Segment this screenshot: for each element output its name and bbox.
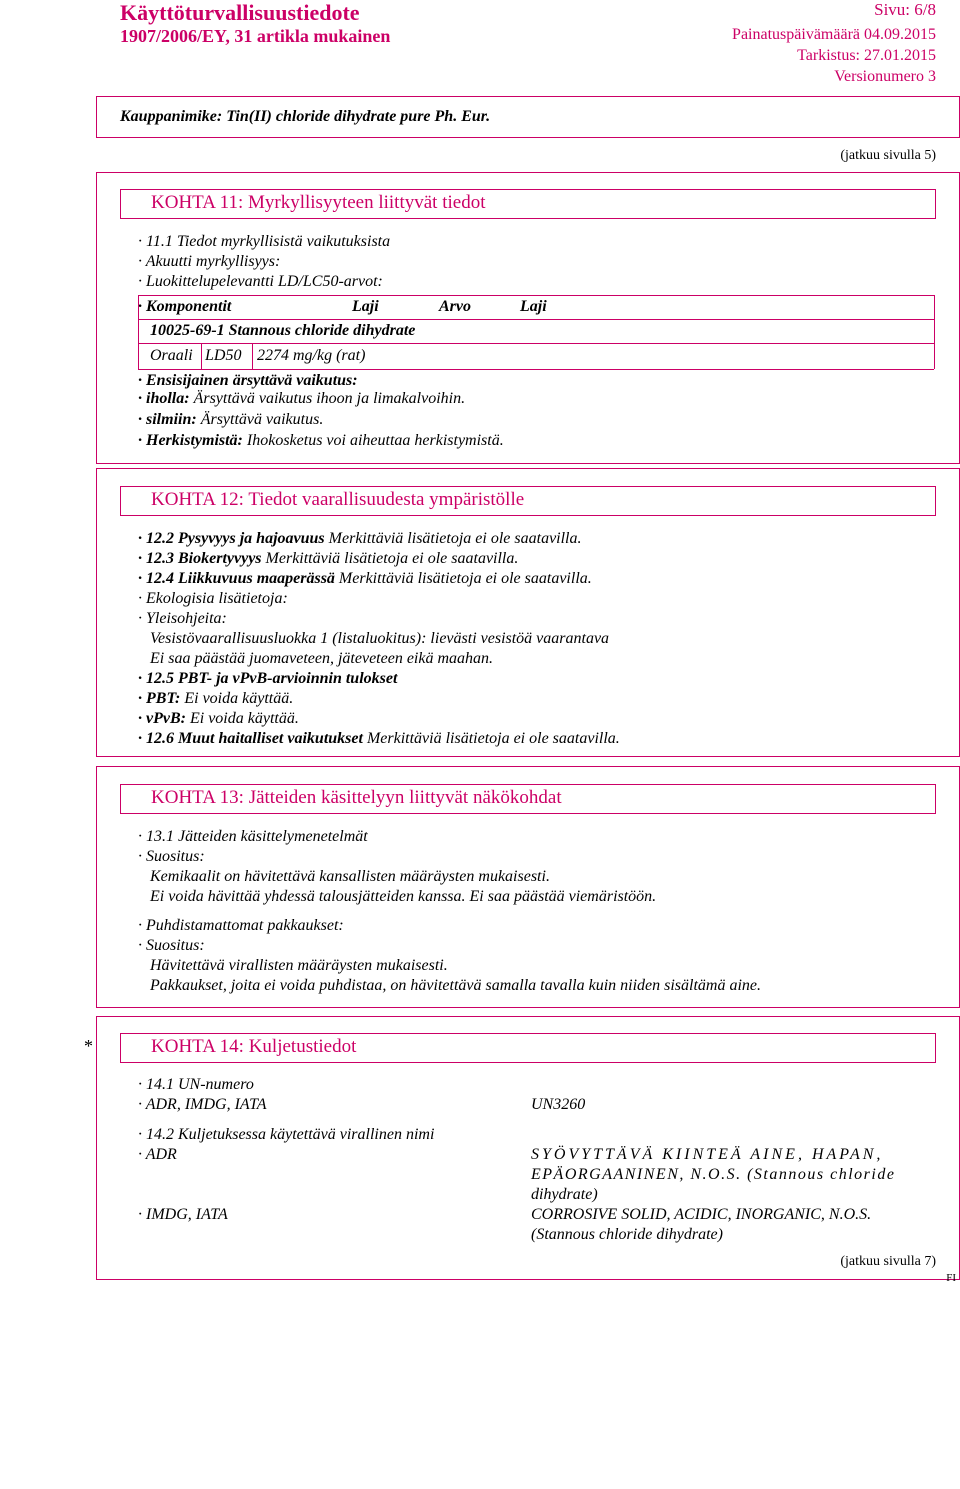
s11-line-1: · 11.1 Tiedot myrkyllisistä vaikutuksista: [138, 233, 391, 250]
s12-line-7: Ei saa päästää juomaveteen, jäteveteen eikä maahan.: [150, 650, 494, 667]
s12-line-2: · 12.3 Biokertyvyys Merkittäviä lisätietoja ei ole saatavilla.: [138, 550, 519, 567]
s12-line-3: · 12.4 Liikkuvuus maaperässä Merkittäviä lisätietoja ei ole saatavilla.: [138, 570, 592, 587]
version-number: Versionumero 3: [834, 68, 936, 85]
s13-line-3: Kemikaalit on hävitettävä kansallisten määräysten mukaisesti.: [150, 868, 550, 885]
s13-line-6: · Suositus:: [138, 937, 205, 954]
s12-line-10: · vPvB: Ei voida käyttää.: [138, 710, 299, 727]
trade-name: Kauppanimike: Tin(II) chloride dihydrate pure Ph. Eur.: [120, 108, 491, 125]
s14-adr-name-3: dihydrate): [531, 1186, 598, 1203]
section-11-header: [120, 189, 936, 219]
s11-line-3: · Luokitteluрelevantti LD/LC50-arvot:: [138, 273, 383, 290]
s13-line-7: Hävitettävä virallisten määräysten mukaisesti.: [150, 957, 448, 974]
table-header-laji: Laji: [352, 298, 379, 315]
section-13-header: [120, 784, 936, 814]
table-header-laji-2: Laji: [520, 298, 547, 315]
table-rule: [138, 319, 934, 320]
revision-date: Tarkistus: 27.01.2015: [797, 47, 936, 64]
table-substance: 10025-69-1 Stannous chloride dihydrate: [150, 322, 416, 339]
s11-skin: · iholla: Ärsyttävä vaikutus ihoon ja limakalvoihin.: [138, 390, 466, 407]
table-rule: [138, 295, 934, 296]
s12-line-11: · 12.6 Muut haitalliset vaikutukset Merkittäviä lisätietoja ei ole saatavilla.: [138, 730, 620, 747]
table-type: LD50: [205, 347, 242, 364]
s14-imdg-name-1: CORROSIVE SOLID, ACIDIC, INORGANIC, N.O.S.: [531, 1206, 872, 1223]
s11-primary: · Ensisijainen ärsyttävä vaikutus:: [138, 372, 358, 389]
table-rule: [252, 343, 253, 369]
s14-un-number: UN3260: [531, 1096, 586, 1113]
section-13-title: KOHTA 13: Jätteiden käsittelyyn liittyvät näkökohdat: [151, 787, 562, 808]
s12-line-1: · 12.2 Pysyvyys ja hajoavuus Merkittäviä lisätietoja ei ole saatavilla.: [138, 530, 582, 547]
s12-line-8: · 12.5 PBT- ja vPvB-arvioinnin tulokset: [138, 670, 398, 687]
s11-line-2: · Akuutti myrkyllisyys:: [138, 253, 281, 270]
table-rule: [138, 295, 139, 369]
section-12-title: KOHTA 12: Tiedot vaarallisuudesta ympäristölle: [151, 489, 525, 510]
section-11-title: KOHTA 11: Myrkyllisyyteen liittyvät tiedot: [151, 192, 486, 213]
table-header-components: · Komponentit: [138, 298, 232, 315]
s12-line-6: Vesistövaarallisuusluokka 1 (listaluokitus): lievästi vesistöä vaarantava: [150, 630, 610, 647]
s11-eye: · silmiin: Ärsyttävä vaikutus.: [138, 411, 324, 428]
table-rule: [201, 343, 202, 369]
revision-marker: *: [84, 1036, 93, 1056]
page-number: Sivu: 6/8: [874, 0, 936, 19]
s13-line-5: · Puhdistamattomat pakkaukset:: [138, 917, 344, 934]
document-title: Käyttöturvallisuustiedote: [120, 0, 360, 25]
document-subtitle: 1907/2006/EY, 31 artikla mukainen: [120, 26, 391, 46]
continued-from: (jatkuu sivulla 5): [840, 148, 936, 163]
s13-line-4: Ei voida hävittää yhdessä talousjätteiden kanssa. Ei saa päästää viemäristöön.: [150, 888, 657, 905]
section-14-header: [120, 1033, 936, 1063]
s14-line-2: · ADR, IMDG, IATA: [138, 1096, 267, 1113]
s14-line-5: · IMDG, IATA: [138, 1206, 228, 1223]
s11-sens: · Herkistymistä: Ihokosketus voi aiheuttaa herkistymistä.: [138, 432, 504, 449]
section-14-title: KOHTA 14: Kuljetustiedot: [151, 1036, 357, 1057]
s14-line-1: · 14.1 UN-numero: [138, 1076, 254, 1093]
s14-adr-name-1: SYÖVYTTÄVÄ KIINTEÄ AINE, HAPAN,: [531, 1146, 884, 1163]
s13-line-2: · Suositus:: [138, 848, 205, 865]
s12-line-9: · PBT: Ei voida käyttää.: [138, 690, 294, 707]
s14-line-4: · ADR: [138, 1146, 177, 1163]
s12-line-4: · Ekologisia lisätietoja:: [138, 590, 288, 607]
table-rule: [934, 295, 935, 369]
s13-line-8: Pakkaukset, joita ei voida puhdistaa, on hävitettävä samalla tavalla kuin niiden sisältämä aine.: [150, 977, 762, 994]
continued-to: (jatkuu sivulla 7): [840, 1254, 936, 1269]
language-code: FI: [946, 1272, 956, 1284]
s12-line-5: · Yleisohjeita:: [138, 610, 227, 627]
table-value: 2274 mg/kg (rat): [257, 347, 366, 364]
table-rule: [138, 343, 934, 344]
section-12-header: [120, 486, 936, 516]
s14-imdg-name-2: (Stannous chloride dihydrate): [531, 1226, 723, 1243]
s14-adr-name-2: EPÄORGAANINEN, N.O.S. (Stannous chloride: [531, 1166, 896, 1183]
table-rule: [138, 369, 934, 370]
s13-line-1: · 13.1 Jätteiden käsittelymenetelmät: [138, 828, 368, 845]
table-route: Oraali: [150, 347, 193, 364]
s14-line-3: · 14.2 Kuljetuksessa käytettävä virallinen nimi: [138, 1126, 435, 1143]
table-header-arvo: Arvo: [439, 298, 471, 315]
print-date: Painatuspäivämäärä 04.09.2015: [732, 26, 936, 43]
